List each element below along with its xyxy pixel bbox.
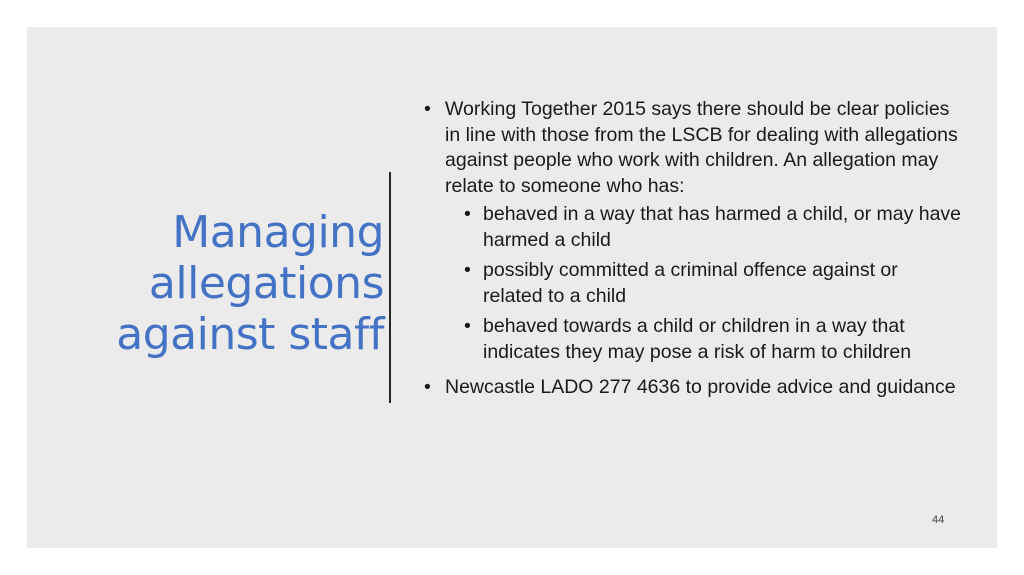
slide-content [422, 97, 962, 411]
sub-bullet-list [445, 202, 962, 365]
title-line-3: against staff [116, 309, 384, 360]
slide [27, 27, 997, 548]
sub-bullet-item: • behaved in a way that has harmed a child, or may have harmed a child [445, 202, 962, 253]
sub-bullet-item: • behaved towards a child or children in a way that indicates they may pose a risk of harm to children [445, 314, 962, 365]
vertical-divider [389, 172, 391, 403]
bullet-list [422, 97, 962, 401]
sub-bullet-item: • possibly committed a criminal offence against or related to a child [445, 258, 962, 309]
bullet-item [422, 97, 962, 365]
title-line-1: Managing [172, 207, 384, 258]
bullet-item [422, 375, 962, 401]
slide-title [57, 207, 384, 360]
bullet-text: Newcastle LADO 277 4636 to provide advice and guidance [445, 376, 956, 398]
title-line-2: allegations [148, 258, 384, 309]
bullet-text: Working Together 2015 says there should be clear policies in line with those from the LSCB for dealing with allegations against people who work with children. An allegation may relate to someone who has: [445, 98, 958, 197]
page-number: 44 [932, 514, 945, 526]
